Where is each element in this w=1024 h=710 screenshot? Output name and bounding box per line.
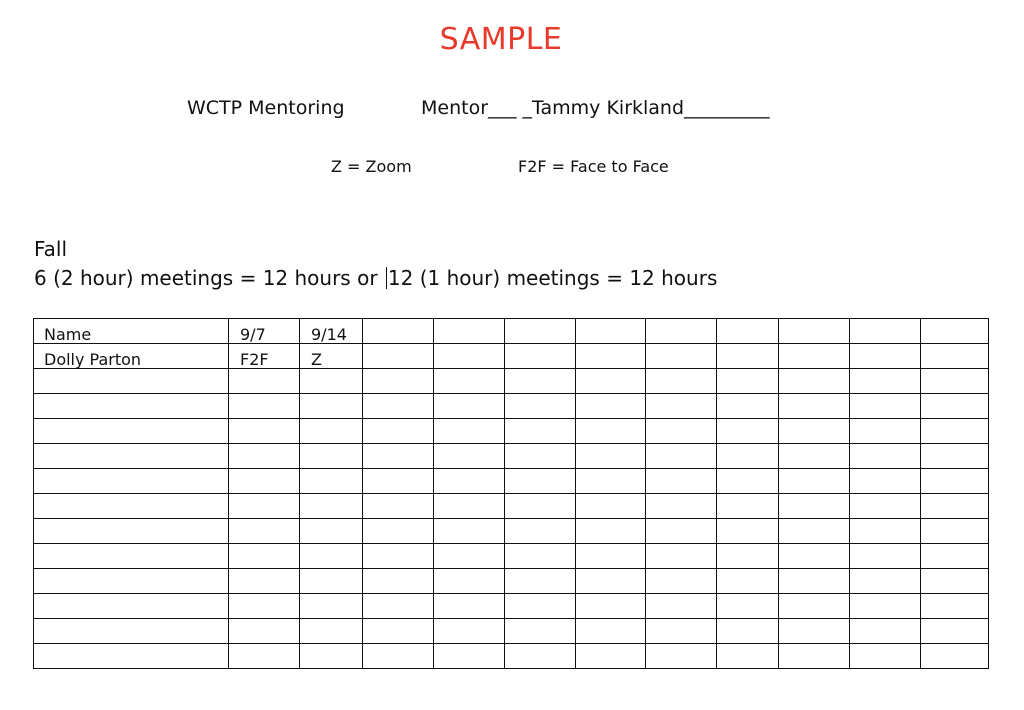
meeting-cell[interactable] — [921, 569, 989, 594]
meeting-cell[interactable] — [434, 569, 505, 594]
meeting-cell[interactable] — [434, 544, 505, 569]
meeting-cell[interactable] — [921, 619, 989, 644]
table-header-row — [34, 319, 989, 344]
meeting-cell[interactable] — [300, 394, 363, 419]
table-row — [34, 569, 989, 594]
meeting-cell[interactable] — [646, 519, 717, 544]
column-header-date[interactable] — [921, 319, 989, 344]
meeting-cell[interactable] — [646, 394, 717, 419]
meeting-cell[interactable] — [229, 594, 300, 619]
meeting-cell[interactable] — [717, 569, 779, 594]
meeting-cell[interactable] — [779, 569, 850, 594]
meeting-cell[interactable] — [717, 444, 779, 469]
meeting-cell[interactable] — [229, 644, 300, 669]
meeting-cell[interactable] — [850, 644, 921, 669]
meeting-cell[interactable] — [229, 494, 300, 519]
meeting-cell[interactable] — [779, 394, 850, 419]
meeting-cell[interactable] — [434, 419, 505, 444]
meeting-cell[interactable] — [505, 444, 576, 469]
meeting-cell[interactable] — [229, 519, 300, 544]
meeting-cell[interactable] — [850, 369, 921, 394]
table-row — [34, 619, 989, 644]
meeting-cell[interactable] — [576, 569, 646, 594]
meeting-cell[interactable] — [717, 644, 779, 669]
meeting-cell[interactable] — [646, 594, 717, 619]
mentee-name-cell[interactable] — [34, 619, 229, 644]
meeting-cell[interactable] — [779, 469, 850, 494]
meeting-cell[interactable] — [300, 419, 363, 444]
meeting-cell[interactable] — [646, 344, 717, 369]
column-header-date[interactable] — [717, 319, 779, 344]
meeting-cell[interactable] — [576, 594, 646, 619]
meeting-cell[interactable] — [363, 594, 434, 619]
mentee-name-cell[interactable] — [34, 369, 229, 394]
meeting-cell[interactable] — [576, 419, 646, 444]
meeting-cell[interactable] — [717, 494, 779, 519]
column-header-date[interactable] — [505, 319, 576, 344]
meeting-cell[interactable] — [434, 494, 505, 519]
meeting-cell[interactable] — [363, 544, 434, 569]
table-row — [34, 644, 989, 669]
meeting-cell[interactable] — [850, 419, 921, 444]
table-row — [34, 519, 989, 544]
mentee-name-cell[interactable]: Dolly Parton — [34, 344, 229, 369]
meeting-cell[interactable] — [505, 494, 576, 519]
meeting-cell[interactable] — [921, 519, 989, 544]
meeting-cell[interactable] — [505, 419, 576, 444]
meeting-cell[interactable] — [505, 344, 576, 369]
meeting-cell[interactable] — [779, 419, 850, 444]
meeting-cell[interactable] — [300, 369, 363, 394]
meeting-cell[interactable] — [363, 619, 434, 644]
meeting-cell[interactable] — [300, 494, 363, 519]
term-heading: Fall — [34, 237, 68, 261]
meeting-cell[interactable] — [229, 369, 300, 394]
meeting-cell[interactable] — [505, 619, 576, 644]
meeting-cell[interactable] — [850, 569, 921, 594]
meeting-cell[interactable] — [300, 469, 363, 494]
meeting-cell[interactable]: F2F — [229, 344, 300, 369]
meeting-cell[interactable] — [576, 519, 646, 544]
meeting-cell[interactable] — [850, 519, 921, 544]
meeting-cell[interactable] — [229, 544, 300, 569]
meeting-cell[interactable] — [850, 394, 921, 419]
column-header-date[interactable] — [434, 319, 505, 344]
mentee-name-cell[interactable] — [34, 394, 229, 419]
mentee-name-cell[interactable] — [34, 644, 229, 669]
meeting-cell[interactable] — [779, 619, 850, 644]
column-header-date[interactable] — [850, 319, 921, 344]
meeting-cell[interactable] — [646, 419, 717, 444]
meeting-cell[interactable] — [717, 594, 779, 619]
meeting-cell[interactable] — [576, 369, 646, 394]
hours-option-two-hour: 6 (2 hour) meetings = 12 hours or — [34, 266, 384, 290]
meeting-cell[interactable] — [921, 594, 989, 619]
meeting-cell[interactable] — [434, 344, 505, 369]
mentee-name-cell[interactable] — [34, 544, 229, 569]
meeting-cell[interactable] — [850, 469, 921, 494]
meeting-cell[interactable] — [921, 344, 989, 369]
table-row — [34, 394, 989, 419]
legend-zoom: Z = Zoom — [331, 157, 412, 176]
meeting-cell[interactable] — [646, 569, 717, 594]
meeting-cell[interactable] — [434, 394, 505, 419]
meeting-cell[interactable] — [229, 569, 300, 594]
meeting-cell[interactable] — [921, 544, 989, 569]
meeting-cell[interactable] — [779, 594, 850, 619]
meeting-cell[interactable] — [717, 469, 779, 494]
table-row — [34, 594, 989, 619]
meeting-cell[interactable] — [576, 344, 646, 369]
column-header-date[interactable] — [576, 319, 646, 344]
meeting-cell[interactable] — [921, 394, 989, 419]
meeting-cell[interactable] — [850, 544, 921, 569]
meeting-cell[interactable] — [921, 369, 989, 394]
meeting-cell[interactable] — [434, 469, 505, 494]
meeting-cell[interactable] — [300, 594, 363, 619]
meeting-cell[interactable] — [300, 544, 363, 569]
column-header-date[interactable] — [779, 319, 850, 344]
meeting-cell[interactable] — [576, 469, 646, 494]
meeting-cell[interactable] — [300, 569, 363, 594]
meeting-cell[interactable] — [505, 469, 576, 494]
meeting-cell[interactable] — [576, 394, 646, 419]
hours-option-one-hour: 12 (1 hour) meetings = 12 hours — [387, 266, 718, 290]
mentee-name-cell[interactable] — [34, 419, 229, 444]
meeting-cell[interactable] — [779, 544, 850, 569]
meeting-cell[interactable] — [505, 644, 576, 669]
meeting-cell[interactable] — [434, 619, 505, 644]
meeting-cell[interactable] — [229, 444, 300, 469]
meeting-cell[interactable] — [921, 444, 989, 469]
meeting-cell[interactable] — [717, 419, 779, 444]
meeting-cell[interactable] — [850, 594, 921, 619]
meeting-cell[interactable] — [505, 394, 576, 419]
meeting-cell[interactable] — [717, 394, 779, 419]
meeting-cell[interactable] — [717, 619, 779, 644]
meeting-cell[interactable] — [779, 519, 850, 544]
meeting-cell[interactable] — [300, 519, 363, 544]
table-row — [34, 444, 989, 469]
meeting-cell[interactable] — [717, 519, 779, 544]
meeting-cell[interactable] — [850, 344, 921, 369]
meeting-cell[interactable] — [779, 444, 850, 469]
column-header-name[interactable]: Name — [34, 319, 229, 344]
meeting-cell[interactable] — [921, 644, 989, 669]
meeting-cell[interactable] — [434, 519, 505, 544]
meeting-cell[interactable] — [779, 644, 850, 669]
meeting-cell[interactable] — [363, 444, 434, 469]
meeting-cell[interactable] — [505, 519, 576, 544]
meeting-cell[interactable] — [363, 369, 434, 394]
meeting-cell[interactable] — [434, 594, 505, 619]
meeting-cell[interactable] — [646, 444, 717, 469]
program-title: WCTP Mentoring — [187, 97, 345, 119]
legend-face-to-face: F2F = Face to Face — [518, 157, 669, 176]
column-header-date[interactable]: 9/7 — [229, 319, 300, 344]
table-row — [34, 469, 989, 494]
meeting-cell[interactable] — [300, 444, 363, 469]
meeting-cell[interactable] — [717, 544, 779, 569]
meeting-cell[interactable] — [850, 444, 921, 469]
meeting-cell[interactable] — [646, 369, 717, 394]
meeting-cell[interactable]: Z — [300, 344, 363, 369]
mentoring-log-table — [33, 318, 989, 669]
meeting-cell[interactable] — [576, 494, 646, 519]
table-row — [34, 494, 989, 519]
meeting-cell[interactable] — [363, 569, 434, 594]
meeting-cell[interactable] — [363, 469, 434, 494]
mentee-name-cell[interactable] — [34, 469, 229, 494]
meeting-cell[interactable] — [229, 619, 300, 644]
meeting-cell[interactable] — [850, 619, 921, 644]
column-header-date[interactable] — [363, 319, 434, 344]
mentee-name-cell[interactable] — [34, 569, 229, 594]
meeting-cell[interactable] — [921, 494, 989, 519]
meeting-cell[interactable] — [576, 444, 646, 469]
meeting-cell[interactable] — [646, 544, 717, 569]
meeting-cell[interactable] — [779, 344, 850, 369]
meeting-cell[interactable] — [505, 369, 576, 394]
table-row — [34, 544, 989, 569]
meeting-cell[interactable] — [434, 444, 505, 469]
meeting-cell[interactable] — [363, 519, 434, 544]
meeting-cell[interactable] — [505, 594, 576, 619]
meeting-cell[interactable] — [717, 369, 779, 394]
table-row — [34, 369, 989, 394]
meeting-cell[interactable] — [505, 569, 576, 594]
meeting-cell[interactable] — [850, 494, 921, 519]
meeting-cell[interactable] — [300, 619, 363, 644]
meeting-cell[interactable] — [363, 394, 434, 419]
meeting-cell[interactable] — [646, 644, 717, 669]
column-header-date[interactable] — [646, 319, 717, 344]
meeting-cell[interactable] — [229, 394, 300, 419]
meeting-cell[interactable] — [717, 344, 779, 369]
meeting-cell[interactable] — [229, 419, 300, 444]
meeting-cell[interactable] — [363, 644, 434, 669]
meeting-cell[interactable] — [363, 419, 434, 444]
meeting-cell[interactable] — [505, 544, 576, 569]
sample-stamp-title: SAMPLE — [439, 22, 563, 57]
meeting-cell[interactable] — [646, 494, 717, 519]
table-row — [34, 419, 989, 444]
meeting-cell[interactable] — [576, 619, 646, 644]
meeting-cell[interactable] — [779, 494, 850, 519]
mentee-name-cell[interactable] — [34, 444, 229, 469]
meeting-cell[interactable] — [921, 469, 989, 494]
mentee-name-cell[interactable] — [34, 594, 229, 619]
column-header-date[interactable]: 9/14 — [300, 319, 363, 344]
hours-requirement[interactable] — [34, 266, 717, 290]
meeting-cell[interactable] — [576, 544, 646, 569]
meeting-cell[interactable] — [921, 419, 989, 444]
text-cursor — [386, 267, 387, 289]
meeting-cell[interactable] — [434, 369, 505, 394]
meeting-cell[interactable] — [363, 494, 434, 519]
meeting-cell[interactable] — [363, 344, 434, 369]
table-row — [34, 344, 989, 369]
meeting-cell[interactable] — [779, 369, 850, 394]
meeting-cell[interactable] — [229, 469, 300, 494]
meeting-cell[interactable] — [434, 644, 505, 669]
meeting-cell[interactable] — [576, 644, 646, 669]
meeting-cell[interactable] — [300, 644, 363, 669]
mentee-name-cell[interactable] — [34, 494, 229, 519]
meeting-cell[interactable] — [646, 469, 717, 494]
meeting-cell[interactable] — [646, 619, 717, 644]
mentor-line[interactable]: Mentor___ _Tammy Kirkland_________ — [421, 97, 770, 119]
mentee-name-cell[interactable] — [34, 519, 229, 544]
